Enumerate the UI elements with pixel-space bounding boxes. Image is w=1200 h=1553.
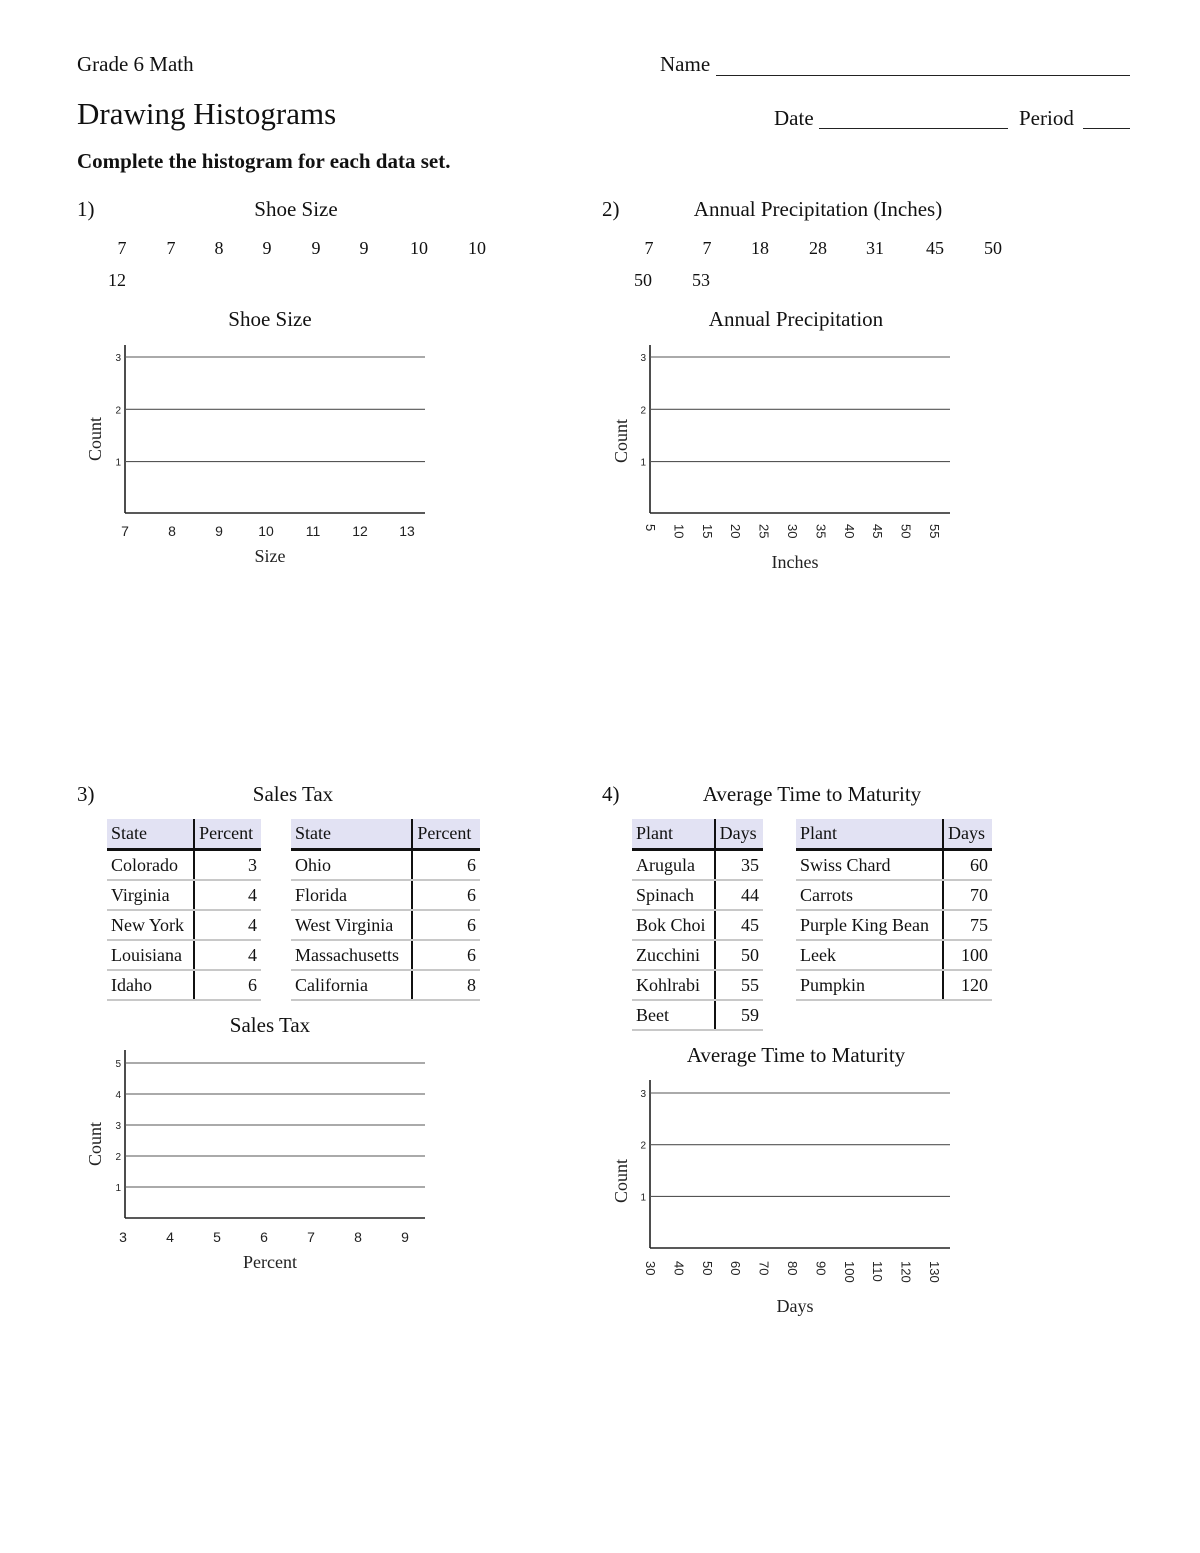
cell-state: Colorado <box>107 850 194 881</box>
cell-percent: 3 <box>194 850 261 881</box>
data-value: 18 <box>751 238 769 258</box>
data-value: 7 <box>644 238 654 258</box>
x-tick-label: 8 <box>168 523 176 539</box>
x-tick-label: 50 <box>699 1261 715 1276</box>
cell-state: Ohio <box>291 850 412 881</box>
cell-percent: 4 <box>194 910 261 940</box>
col-header-percent: Percent <box>194 819 261 850</box>
x-tick-label: 50 <box>898 524 914 539</box>
data-value: 12 <box>108 270 126 290</box>
cell-days: 60 <box>943 850 992 881</box>
y-tick-label: 1 <box>115 1183 121 1194</box>
col-header-plant: Plant <box>796 819 943 850</box>
cell-plant: Bok Choi <box>632 910 715 940</box>
y-axis-label: Count <box>611 1158 632 1204</box>
col-header-days: Days <box>715 819 763 850</box>
data-value: 50 <box>634 270 652 290</box>
data-value: 31 <box>866 238 884 258</box>
instructions: Complete the histogram for each data set. <box>77 149 451 173</box>
cell-days: 44 <box>715 880 763 910</box>
x-tick-label: 90 <box>813 1261 829 1276</box>
x-tick-label: 6 <box>260 1229 268 1245</box>
cell-days: 59 <box>715 1000 763 1030</box>
chart-2-title: Annual Precipitation <box>708 307 884 331</box>
problem-2-title: Annual Precipitation (Inches) <box>693 197 943 221</box>
problem-4-number: 4) <box>602 782 620 806</box>
y-tick-label: 1 <box>115 457 121 469</box>
cell-state: Louisiana <box>107 940 194 970</box>
page-title: Drawing Histograms <box>77 96 337 131</box>
name-label: Name <box>660 52 711 76</box>
x-tick-label: 5 <box>643 524 658 532</box>
cell-days: 120 <box>943 970 992 1000</box>
x-tick-label: 35 <box>813 524 829 539</box>
x-tick-label: 10 <box>258 523 274 539</box>
cell-plant: Kohlrabi <box>632 970 715 1000</box>
cell-days: 50 <box>715 940 763 970</box>
cell-state: Massachusetts <box>291 940 412 970</box>
x-tick-label: 20 <box>728 524 744 539</box>
x-tick-label: 30 <box>785 524 800 539</box>
x-tick-label: 130 <box>927 1261 942 1283</box>
col-header-state: State <box>291 819 412 850</box>
x-tick-label: 45 <box>870 524 886 539</box>
data-value: 7 <box>166 238 176 258</box>
data-value: 9 <box>311 238 321 258</box>
cell-state: California <box>291 970 412 1000</box>
cell-plant: Pumpkin <box>796 970 943 1000</box>
x-tick-label: 7 <box>121 523 129 539</box>
cell-percent: 4 <box>194 880 261 910</box>
y-tick-label: 2 <box>640 405 646 417</box>
data-value: 8 <box>214 238 224 258</box>
cell-percent: 8 <box>412 970 480 1000</box>
data-value: 10 <box>468 238 486 258</box>
data-value: 28 <box>809 238 827 258</box>
y-tick-label: 1 <box>640 1192 646 1204</box>
x-axis-label: Days <box>776 1296 814 1316</box>
y-tick-label: 3 <box>640 1089 646 1100</box>
y-axis-label: Count <box>611 418 632 464</box>
x-axis-label: Size <box>254 546 286 566</box>
x-tick-label: 70 <box>756 1261 772 1276</box>
y-axis-label: Count <box>85 416 106 462</box>
x-tick-label: 7 <box>307 1229 315 1245</box>
cell-plant: Swiss Chard <box>796 850 943 881</box>
cell-plant: Carrots <box>796 880 943 910</box>
data-value: 9 <box>262 238 272 258</box>
x-tick-label: 13 <box>399 523 415 539</box>
cell-plant: Zucchini <box>632 940 715 970</box>
x-tick-label: 40 <box>841 524 857 539</box>
data-value: 10 <box>410 238 428 258</box>
x-tick-label: 120 <box>898 1261 914 1283</box>
chart-1-title: Shoe Size <box>228 307 312 331</box>
x-tick-label: 4 <box>166 1229 174 1245</box>
y-tick-label: 2 <box>115 1152 121 1163</box>
x-tick-label: 10 <box>671 524 687 539</box>
problem-4-title: Average Time to Maturity <box>702 782 922 806</box>
x-tick-label: 30 <box>643 1261 658 1276</box>
cell-days: 70 <box>943 880 992 910</box>
cell-plant: Leek <box>796 940 943 970</box>
cell-days: 35 <box>715 850 763 881</box>
x-tick-label: 3 <box>119 1229 127 1245</box>
y-tick-label: 3 <box>115 353 121 364</box>
y-tick-label: 4 <box>115 1090 121 1101</box>
data-value: 45 <box>926 238 944 258</box>
y-tick-label: 2 <box>640 1140 646 1152</box>
x-tick-label: 55 <box>927 524 942 539</box>
x-tick-label: 60 <box>728 1261 744 1276</box>
problem-3-title: Sales Tax <box>252 782 334 806</box>
cell-days: 55 <box>715 970 763 1000</box>
x-tick-label: 11 <box>305 523 321 539</box>
cell-plant: Spinach <box>632 880 715 910</box>
y-tick-label: 3 <box>640 353 646 364</box>
x-tick-label: 80 <box>785 1261 800 1276</box>
x-tick-label: 12 <box>352 523 368 539</box>
problem-1-title: Shoe Size <box>254 197 338 221</box>
col-header-days: Days <box>943 819 992 850</box>
cell-state: Idaho <box>107 970 194 1000</box>
cell-state: New York <box>107 910 194 940</box>
cell-percent: 6 <box>412 940 480 970</box>
y-tick-label: 5 <box>115 1059 121 1070</box>
cell-state: Florida <box>291 880 412 910</box>
y-tick-label: 3 <box>115 1121 121 1132</box>
data-value: 7 <box>702 238 712 258</box>
cell-plant: Beet <box>632 1000 715 1030</box>
x-tick-label: 9 <box>401 1229 409 1245</box>
cell-plant: Arugula <box>632 850 715 881</box>
course-label: Grade 6 Math <box>77 52 194 76</box>
x-axis-label: Percent <box>243 1252 297 1272</box>
y-axis-label: Count <box>85 1121 106 1167</box>
cell-state: Virginia <box>107 880 194 910</box>
x-tick-label: 100 <box>841 1261 857 1283</box>
data-value: 9 <box>359 238 369 258</box>
problem-3-number: 3) <box>77 782 95 806</box>
x-tick-label: 5 <box>213 1229 221 1245</box>
cell-percent: 6 <box>194 970 261 1000</box>
cell-percent: 6 <box>412 850 480 881</box>
y-tick-label: 2 <box>115 405 121 417</box>
cell-percent: 6 <box>412 910 480 940</box>
x-tick-label: 9 <box>215 523 223 539</box>
cell-state: West Virginia <box>291 910 412 940</box>
x-tick-label: 8 <box>354 1229 362 1245</box>
data-value: 7 <box>117 238 127 258</box>
cell-percent: 4 <box>194 940 261 970</box>
x-tick-label: 40 <box>671 1261 687 1276</box>
x-tick-label: 25 <box>756 524 772 539</box>
cell-percent: 6 <box>412 880 480 910</box>
data-value: 50 <box>984 238 1002 258</box>
cell-days: 75 <box>943 910 992 940</box>
y-tick-label: 1 <box>640 457 646 469</box>
col-header-plant: Plant <box>632 819 715 850</box>
x-tick-label: 15 <box>699 524 715 539</box>
problem-1-number: 1) <box>77 197 95 221</box>
cell-days: 100 <box>943 940 992 970</box>
x-axis-label: Inches <box>771 552 819 572</box>
cell-days: 45 <box>715 910 763 940</box>
period-label: Period <box>1019 106 1074 130</box>
data-value: 53 <box>692 270 710 290</box>
date-label: Date <box>774 106 814 130</box>
col-header-percent: Percent <box>412 819 480 850</box>
x-tick-label: 110 <box>870 1261 886 1282</box>
chart-3-title: Sales Tax <box>229 1013 311 1037</box>
problem-2-number: 2) <box>602 197 620 221</box>
col-header-state: State <box>107 819 194 850</box>
cell-plant: Purple King Bean <box>796 910 943 940</box>
chart-4-title: Average Time to Maturity <box>686 1043 906 1067</box>
